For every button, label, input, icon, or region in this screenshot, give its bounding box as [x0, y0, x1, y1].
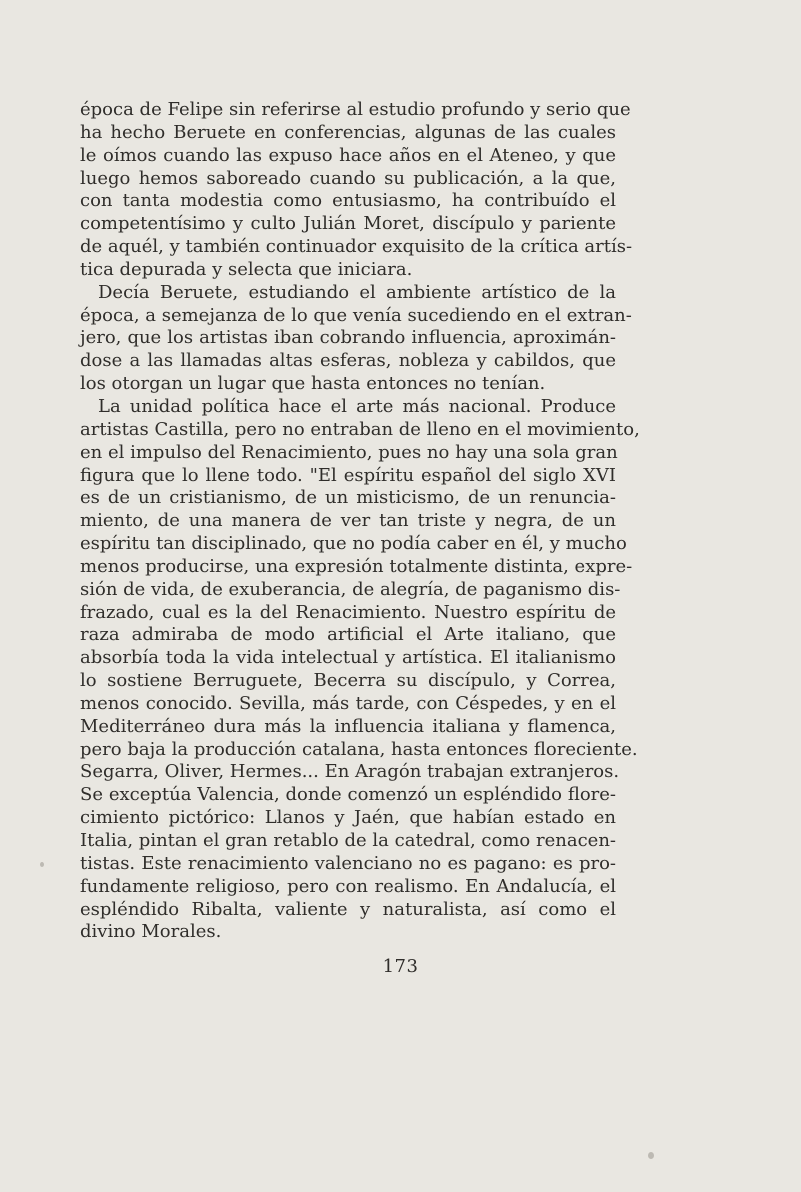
paragraph-2 — [80, 281, 632, 396]
text-line: le oímos cuando las expuso hace años en el Ateneo, y que — [80, 144, 616, 166]
text-line: Se exceptúa Valencia, donde comenzó un espléndido flore- — [80, 784, 616, 806]
text-line: es de un cristianismo, de un misticismo, de un renuncia- — [80, 487, 616, 509]
paper-speck — [40, 862, 44, 867]
text-line: época, a semejanza de lo que venía sucediendo en el extran- — [80, 304, 632, 326]
text-line: pero baja la producción catalana, hasta entonces floreciente. — [80, 738, 638, 760]
text-line: luego hemos saboreado cuando su publicación, a la que, — [80, 167, 616, 189]
text-line: los otorgan un lugar que hasta entonces no tenían. — [80, 373, 546, 395]
text-line: espíritu tan disciplinado, que no podía caber en él, y mucho — [80, 533, 627, 555]
text-line: fundamente religioso, pero con realismo. En Andalucía, el — [80, 875, 616, 897]
text-line: espléndido Ribalta, valiente y naturalista, así como el — [80, 898, 616, 920]
text-line: de aquél, y también continuador exquisito de la crítica artís- — [80, 236, 633, 258]
text-line: divino Morales. — [80, 921, 222, 943]
text-line: Italia, pintan el gran retablo de la catedral, como renacen- — [80, 830, 616, 851]
text-line: La unidad política hace el arte más nacional. Produce — [98, 395, 616, 417]
text-line: tistas. Este renacimiento valenciano no es pagano: es pro- — [80, 852, 616, 874]
text-line: menos producirse, una expresión totalmente distinta, expre- — [80, 555, 633, 577]
text-line: en el impulso del Renacimiento, pues no hay una sola gran — [80, 441, 618, 463]
text-line: menos conocido. Sevilla, más tarde, con Céspedes, y en el — [80, 692, 616, 714]
body-text — [80, 99, 640, 944]
text-line: Segarra, Oliver, Hermes... En Aragón trabajan extranjeros. — [80, 761, 620, 783]
text-line: cimiento pictórico: Llanos y Jaén, que habían estado en — [80, 807, 616, 829]
text-line: con tanta modestia como entusiasmo, ha contribuído el — [80, 190, 616, 212]
text-line: frazado, cual es la del Renacimiento. Nuestro espíritu de — [80, 601, 616, 623]
text-line: tica depurada y selecta que iniciara. — [80, 258, 413, 280]
text-line: miento, de una manera de ver tan triste y negra, de un — [80, 510, 616, 532]
text-line: ha hecho Beruete en conferencias, algunas de las cuales — [80, 121, 616, 143]
text-line: jero, que los artistas iban cobrando influencia, aproximán- — [80, 327, 616, 349]
text-line: lo sostiene Berruguete, Becerra su discípulo, y Correa, — [80, 670, 616, 692]
text-line: competentísimo y culto Julián Moret, discípulo y pariente — [80, 213, 616, 235]
text-line: sión de vida, de exuberancia, de alegría, de paganismo dis- — [80, 578, 621, 600]
text-line: artistas Castilla, pero no entraban de lleno en el movimiento, — [80, 418, 640, 440]
text-line: Mediterráneo dura más la influencia italiana y flamenca, — [80, 715, 616, 737]
text-line: dose a las llamadas altas esferas, nobleza y cabildos, que — [80, 350, 616, 372]
text-line: Decía Beruete, estudiando el ambiente artístico de la — [98, 281, 616, 303]
text-line: absorbía toda la vida intelectual y artística. El italianismo — [80, 647, 616, 669]
text-line: época de Felipe sin referirse al estudio profundo y serio que — [80, 99, 631, 120]
paper-speck — [648, 1152, 654, 1159]
paragraph-1 — [80, 99, 633, 282]
page-number: 173 — [382, 956, 419, 977]
text-line: raza admiraba de modo artificial el Arte italiano, que — [80, 624, 616, 646]
paragraph-3 — [80, 395, 640, 944]
text-line: figura que lo llene todo. "El espíritu español del siglo XVI — [80, 464, 616, 486]
